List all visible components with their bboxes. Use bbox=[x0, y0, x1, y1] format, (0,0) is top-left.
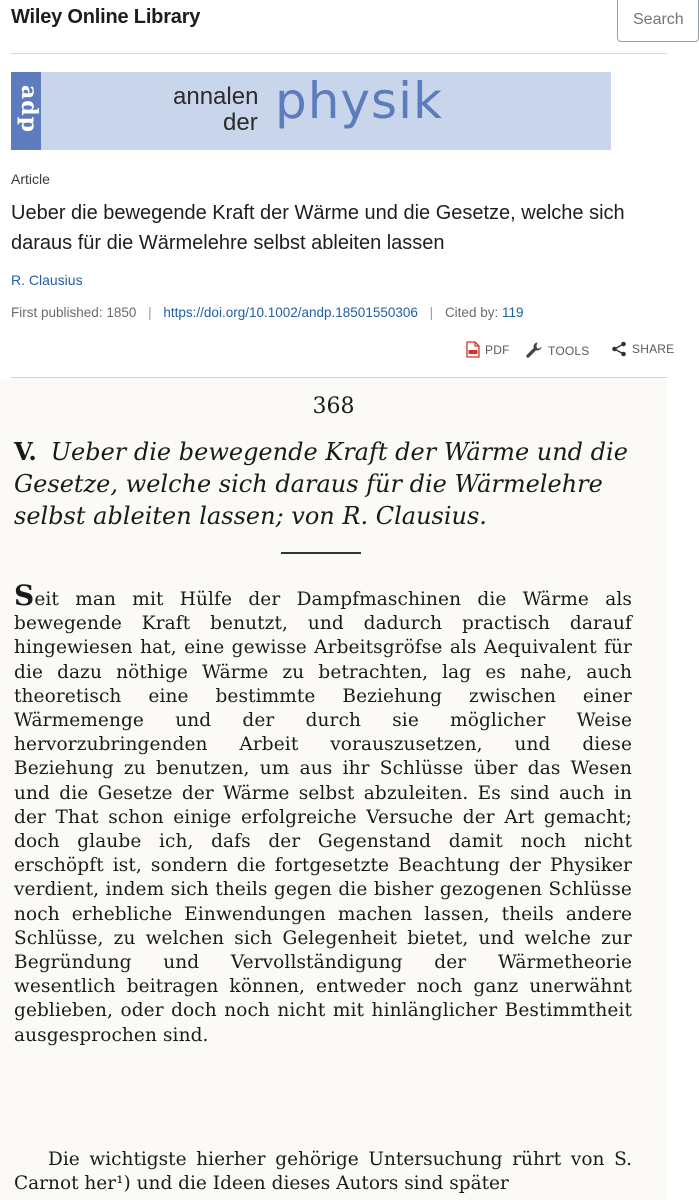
share-label: SHARE bbox=[632, 342, 675, 356]
top-bar bbox=[0, 0, 667, 44]
content-divider bbox=[11, 377, 667, 378]
scan-paragraph-2: Die wichtigste hierher gehörige Untersuchung rührt von S. Carnot her¹) und die Ideen dieses Autors sind später bbox=[14, 1149, 632, 1195]
article-type: Article bbox=[11, 171, 50, 187]
journal-logo-text: adp bbox=[16, 84, 43, 134]
first-published-value: 1850 bbox=[106, 305, 137, 320]
article-title: Ueber die bewegende Kraft der Wärme und die Gesetze, welche sich daraus für die Wärmelehre selbst ableiten lassen bbox=[11, 202, 625, 254]
publication-info bbox=[11, 305, 524, 320]
scanned-page-image bbox=[0, 380, 667, 1200]
scan-heading-text: Ueber die bewegende Kraft der Wärme und die Gesetze, welche sich daraus für die Wärmelehre selbst ableiten lassen; von R. Clausius. bbox=[14, 438, 628, 530]
tools-label: TOOLS bbox=[548, 344, 590, 358]
site-name[interactable]: Wiley Online Library bbox=[11, 6, 201, 28]
scan-dropcap: S bbox=[14, 579, 35, 612]
wrench-icon bbox=[525, 341, 543, 359]
pdf-label: PDF bbox=[485, 343, 510, 357]
share-icon bbox=[611, 341, 627, 357]
search-input[interactable] bbox=[618, 0, 693, 29]
scan-page-number: 368 bbox=[312, 394, 355, 419]
banner-line-annalen: annalen bbox=[173, 83, 259, 110]
doi-link[interactable]: https://doi.org/10.1002/andp.18501550306 bbox=[163, 305, 418, 320]
header-divider bbox=[11, 53, 667, 54]
scan-heading-number: V. bbox=[14, 437, 37, 466]
tools-button[interactable] bbox=[525, 341, 589, 359]
scan-paragraph-1 bbox=[14, 579, 632, 1048]
separator: | bbox=[148, 305, 152, 320]
share-button[interactable] bbox=[611, 341, 674, 357]
scan-heading bbox=[14, 436, 634, 532]
scan-paragraph-1-text: eit man mit Hülfe der Dampfmaschinen die Wärme als bewegende Kraft benutzt, und dadurch practisch darauf hingewiesen hat, eine gewisse Arbeitsgröfse als Aequivalent für die dazu nöthige Wärme zu betrachten, lag es nahe, auch theoretisch eine bestimmte Beziehung zwischen einer Wärmemenge und der durch sie möglicher Weise hervorzubringenden Arbeit vorauszusetzen, und diese Beziehung zu benutzen, um aus ihr Schlüsse über das Wesen und die Gesetze der Wärme selbst abzuleiten. Es sind auch in der That schon einige erfolgreiche Versuche der Art gemacht; doch glaube ich, dafs der Gegenstand damit noch nicht erschöpft ist, sondern die fortgesetzte Beachtung der Physiker verdient, indem sich theils gegen die bisher gezogenen Schlüsse noch erhebliche Einwendungen machen lassen, theils andere Schlüsse, zu welchen sich Gelegenheit bietet, und welche zur Begründung und Vervollständigung der Wärmetheorie wesentlich beitragen können, entweder noch ganz unerwähnt geblieben, oder doch noch nicht mit hinlänglicher Bestimmtheit ausgesprochen sind. bbox=[14, 589, 632, 1046]
journal-logo bbox=[11, 72, 41, 150]
cited-by-count[interactable]: 119 bbox=[501, 305, 524, 320]
search-box[interactable] bbox=[617, 0, 699, 42]
author-link[interactable]: R. Clausius bbox=[11, 272, 83, 288]
cited-by-label: Cited by: bbox=[444, 305, 499, 320]
pdf-button[interactable] bbox=[466, 341, 510, 358]
separator: | bbox=[429, 305, 434, 320]
pdf-icon bbox=[466, 341, 480, 358]
scan-divider-rule bbox=[281, 552, 361, 554]
first-published-label: First published: bbox=[11, 305, 103, 320]
banner-line-physik: physik bbox=[275, 72, 443, 130]
journal-banner[interactable] bbox=[11, 72, 611, 150]
banner-line-der: der bbox=[223, 109, 258, 136]
